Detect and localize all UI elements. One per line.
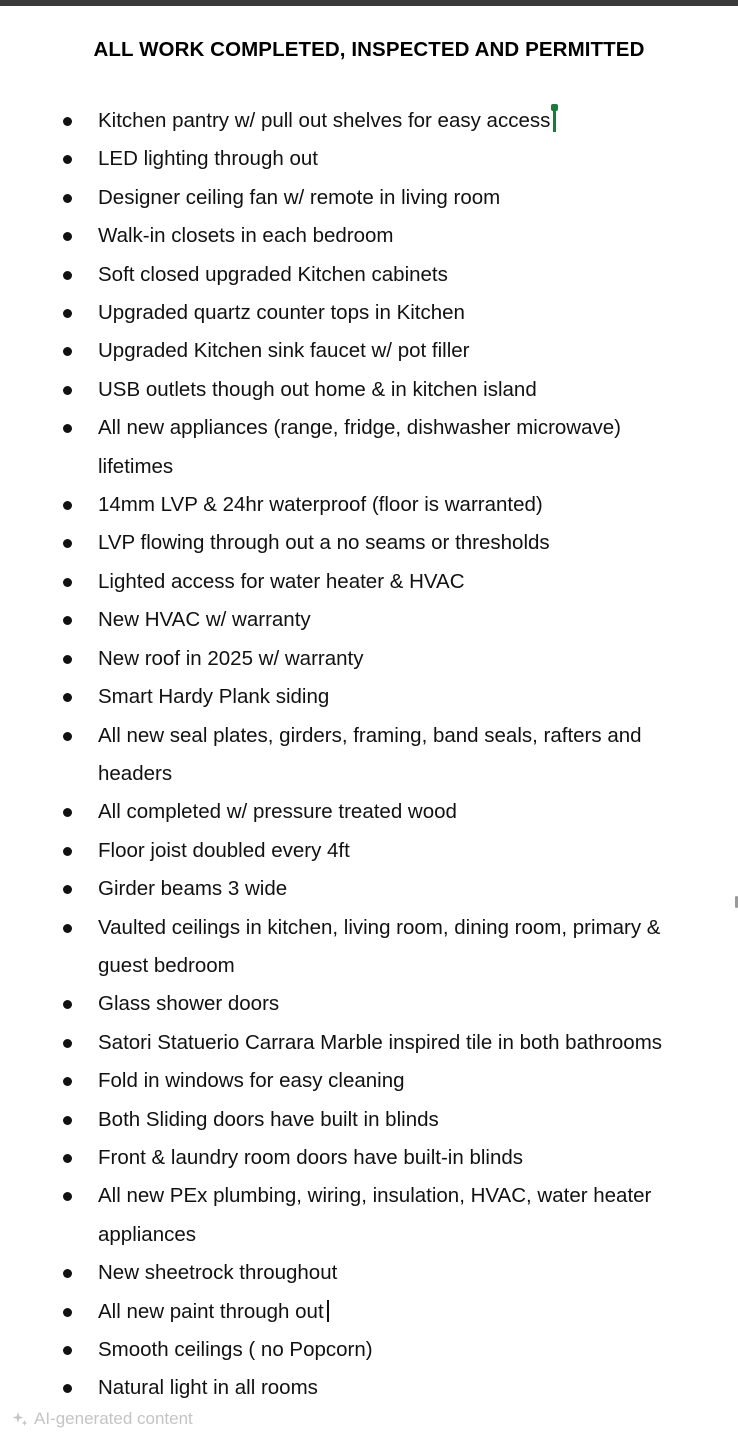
list-item: [0, 1101, 738, 1139]
list-item: [0, 640, 738, 678]
list-item-label: New sheetrock throughout: [98, 1261, 338, 1285]
list-item-label: Lighted access for water heater & HVAC: [98, 569, 465, 593]
list-item-label: New roof in 2025 w/ warranty: [98, 646, 364, 670]
bullet-icon: [63, 808, 72, 817]
list-item-label: Glass shower doors: [98, 992, 280, 1016]
bullet-icon: [63, 117, 72, 126]
list-item: [0, 717, 738, 794]
list-item-label: Smooth ceilings ( no Popcorn): [98, 1338, 373, 1361]
list-item: [0, 256, 738, 294]
sparkle-icon: [12, 1411, 29, 1428]
list-item: [0, 179, 738, 217]
list-item-label: All completed w/ pressure treated wood: [98, 800, 457, 824]
list-item-label: Front & laundry room doors have built-in blinds: [98, 1145, 524, 1169]
bullet-icon: [63, 578, 72, 587]
list-item: [0, 371, 738, 409]
bullet-icon: [63, 732, 72, 741]
list-item: [0, 294, 738, 332]
list-item: [0, 909, 738, 986]
bullet-icon: [63, 424, 72, 433]
bullet-icon: [63, 309, 72, 318]
list-item-label: Girder beams 3 wide: [98, 877, 288, 901]
list-item: [0, 1369, 738, 1407]
bullet-icon: [63, 539, 72, 548]
list-item-label: Satori Statuerio Carrara Marble inspired tile in both bathrooms: [98, 1030, 663, 1054]
list-item-label: All new seal plates, girders, framing, band seals, rafters and: [98, 723, 642, 747]
bullet-icon: [63, 386, 72, 395]
list-item-label: Both Sliding doors have built in blinds: [98, 1107, 439, 1131]
bullet-icon: [63, 1077, 72, 1086]
list-item: [0, 870, 738, 908]
list-item-continuation: lifetimes: [98, 454, 174, 478]
bullet-icon: [63, 501, 72, 510]
list-item: [0, 1177, 738, 1254]
list-item-label: Walk-in closets in each bedroom: [98, 224, 394, 248]
list-item: [0, 985, 738, 1023]
list-item: [0, 102, 738, 140]
list-item-label: Designer ceiling fan w/ remote in living room: [98, 185, 501, 209]
list-item: [0, 678, 738, 716]
text-cursor-icon: [553, 108, 556, 132]
list-item: [0, 1331, 738, 1369]
list-item-label: Upgraded Kitchen sink faucet w/ pot filler: [98, 339, 470, 363]
features-list: [0, 102, 738, 1408]
list-item-label: Smart Hardy Plank siding: [98, 685, 330, 709]
list-item: [0, 1024, 738, 1062]
list-item: [0, 1293, 738, 1331]
list-item: [0, 524, 738, 562]
bullet-icon: [63, 155, 72, 164]
list-item-label: Natural light in all rooms: [98, 1376, 318, 1400]
top-bar: [0, 0, 738, 6]
ai-generated-text: AI-generated content: [34, 1409, 193, 1428]
list-item-label: Vaulted ceilings in kitchen, living room, dining room, primary &: [98, 915, 661, 939]
list-item-label: All new PEx plumbing, wiring, insulation, HVAC, water heater: [98, 1184, 652, 1208]
page-title: ALL WORK COMPLETED, INSPECTED AND PERMITTED: [93, 38, 645, 61]
bullet-icon: [63, 616, 72, 625]
ai-generated-label: [12, 1409, 193, 1429]
list-item: [0, 409, 738, 486]
list-item: [0, 486, 738, 524]
bullet-icon: [63, 1384, 72, 1393]
list-item-label: New HVAC w/ warranty: [98, 608, 311, 632]
list-item-continuation: guest bedroom: [98, 953, 235, 977]
bullet-icon: [63, 1154, 72, 1163]
bullet-icon: [63, 1192, 72, 1201]
list-item-label: All new paint through out: [98, 1299, 324, 1323]
list-item-label: LVP flowing through out a no seams or thresholds: [98, 531, 550, 555]
list-item-label: Floor joist doubled every 4ft: [98, 838, 350, 862]
bullet-icon: [63, 1308, 72, 1317]
list-item-label: USB outlets though out home & in kitchen island: [98, 377, 537, 401]
list-item-continuation: headers: [98, 761, 173, 785]
bullet-icon: [63, 1000, 72, 1009]
list-item: [0, 1139, 738, 1177]
list-item-continuation: appliances: [98, 1222, 197, 1246]
list-item: [0, 601, 738, 639]
list-item: [0, 563, 738, 601]
bullet-icon: [63, 1346, 72, 1355]
bullet-icon: [63, 924, 72, 933]
list-item-label: Upgraded quartz counter tops in Kitchen: [98, 301, 465, 325]
bullet-icon: [63, 194, 72, 203]
list-item: [0, 140, 738, 178]
list-item-label: Fold in windows for easy cleaning: [98, 1069, 405, 1093]
bullet-icon: [63, 693, 72, 702]
bullet-icon: [63, 347, 72, 356]
bullet-icon: [63, 1269, 72, 1278]
list-item: [0, 332, 738, 370]
bullet-icon: [63, 885, 72, 894]
list-item-label: Soft closed upgraded Kitchen cabinets: [98, 262, 448, 286]
bullet-icon: [63, 847, 72, 856]
list-item-label: All new appliances (range, fridge, dishwasher microwave): [98, 416, 621, 440]
bullet-icon: [63, 1039, 72, 1048]
bullet-icon: [63, 271, 72, 280]
list-item-label: LED lighting through out: [98, 147, 318, 171]
list-item-label: Kitchen pantry w/ pull out shelves for easy access: [98, 109, 551, 132]
text-cursor-icon: [327, 1300, 329, 1322]
bullet-icon: [63, 232, 72, 241]
list-item: [0, 217, 738, 255]
list-item: [0, 832, 738, 870]
list-item: [0, 793, 738, 831]
list-item: [0, 1062, 738, 1100]
list-item-label: 14mm LVP & 24hr waterproof (floor is warranted): [98, 493, 543, 517]
list-item: [0, 1254, 738, 1292]
bullet-icon: [63, 1116, 72, 1125]
bullet-icon: [63, 655, 72, 664]
